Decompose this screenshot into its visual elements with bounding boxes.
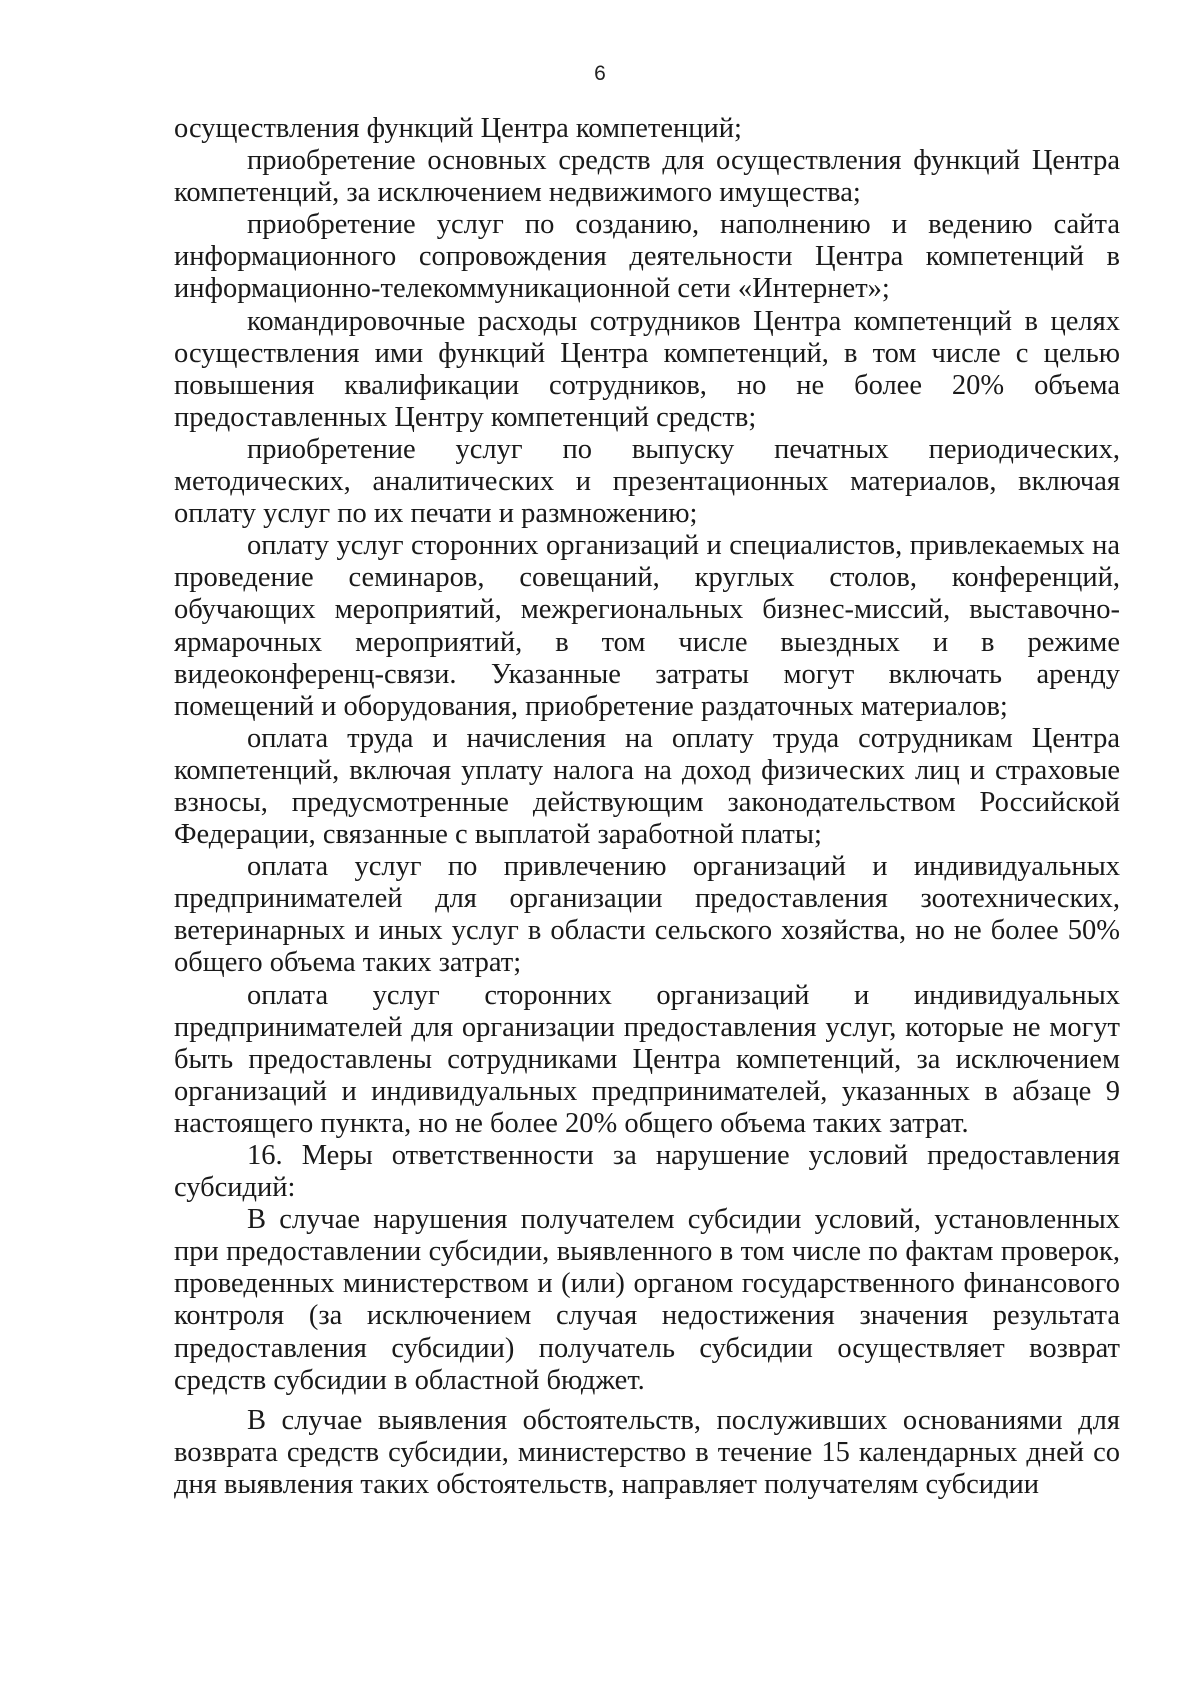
paragraph-7: оплата труда и начисления на оплату труда сотрудникам Центра компетенций, включая уплату налога на доход физических лиц и страховые взносы, предусмотренные действующим законодательством Российской Федерации, связанные с выплатой заработной платы; <box>174 722 1120 851</box>
paragraph-8: оплата услуг по привлечению организаций и индивидуальных предпринимателей для организации предоставления зоотехнических, ветеринарных и иных услуг в области сельского хозяйства, но не более 50% общего объема таких затрат; <box>174 851 1120 979</box>
page-number: 6 <box>594 62 606 85</box>
paragraph-11: В случае нарушения получателем субсидии условий, установленных при предоставлении субсидии, выявленного в том числе по фактам проверок, проведенных министерством и (или) органом государственного финансового контроля (за исключением случая недостижения значения результата предоставления субсидии) получатель субсидии осуществляет возврат средств субсидии в областной бюджет. <box>174 1204 1120 1396</box>
paragraph-1: осуществления функций Центра компетенций; <box>174 113 742 144</box>
paragraph-12: В случае выявления обстоятельств, послуживших основаниями для возврата средств субсидии, министерство в течение 15 календарных дней со дня выявления таких обстоятельств, направляет получателям субсидии <box>174 1404 1120 1500</box>
paragraph-9: оплата услуг сторонних организаций и индивидуальных предпринимателей для организации предоставления услуг, которые не могут быть предоставлены сотрудниками Центра компетенций, за исключением организаций и индивидуальных предпринимателей, указанных в абзаце 9 настоящего пункта, но не более 20% общего объема таких затрат. <box>174 979 1120 1139</box>
paragraph-6: оплату услуг сторонних организаций и специалистов, привлекаемых на проведение семинаров, совещаний, круглых столов, конференций, обучающих мероприятий, межрегиональных бизнес-миссий, выставочно-ярмарочных мероприятий, в том числе выездных и в режиме видеоконференц-связи. Указанные затраты могут включать аренду помещений и оборудования, приобретение раздаточных материалов; <box>174 530 1120 722</box>
section-16-heading: 16. Меры ответственности за нарушение условий предоставления субсидий: <box>174 1140 1120 1204</box>
paragraph-2: приобретение основных средств для осуществления функций Центра компетенций, за исключением недвижимого имущества; <box>174 145 1120 209</box>
paragraph-3: приобретение услуг по созданию, наполнению и ведению сайта информационного сопровождения деятельности Центра компетенций в информационно-телекоммуникационной сети «Интернет»; <box>174 209 1120 305</box>
paragraph-4: командировочные расходы сотрудников Центра компетенций в целях осуществления ими функций Центра компетенций, в том числе с целью повышения квалификации сотрудников, но не более 20% объема предоставленных Центру компетенций средств; <box>174 305 1120 433</box>
document-body <box>174 113 1120 1501</box>
paragraph-5: приобретение услуг по выпуску печатных периодических, методических, аналитических и презентационных материалов, включая оплату услуг по их печати и размножению; <box>174 433 1120 530</box>
